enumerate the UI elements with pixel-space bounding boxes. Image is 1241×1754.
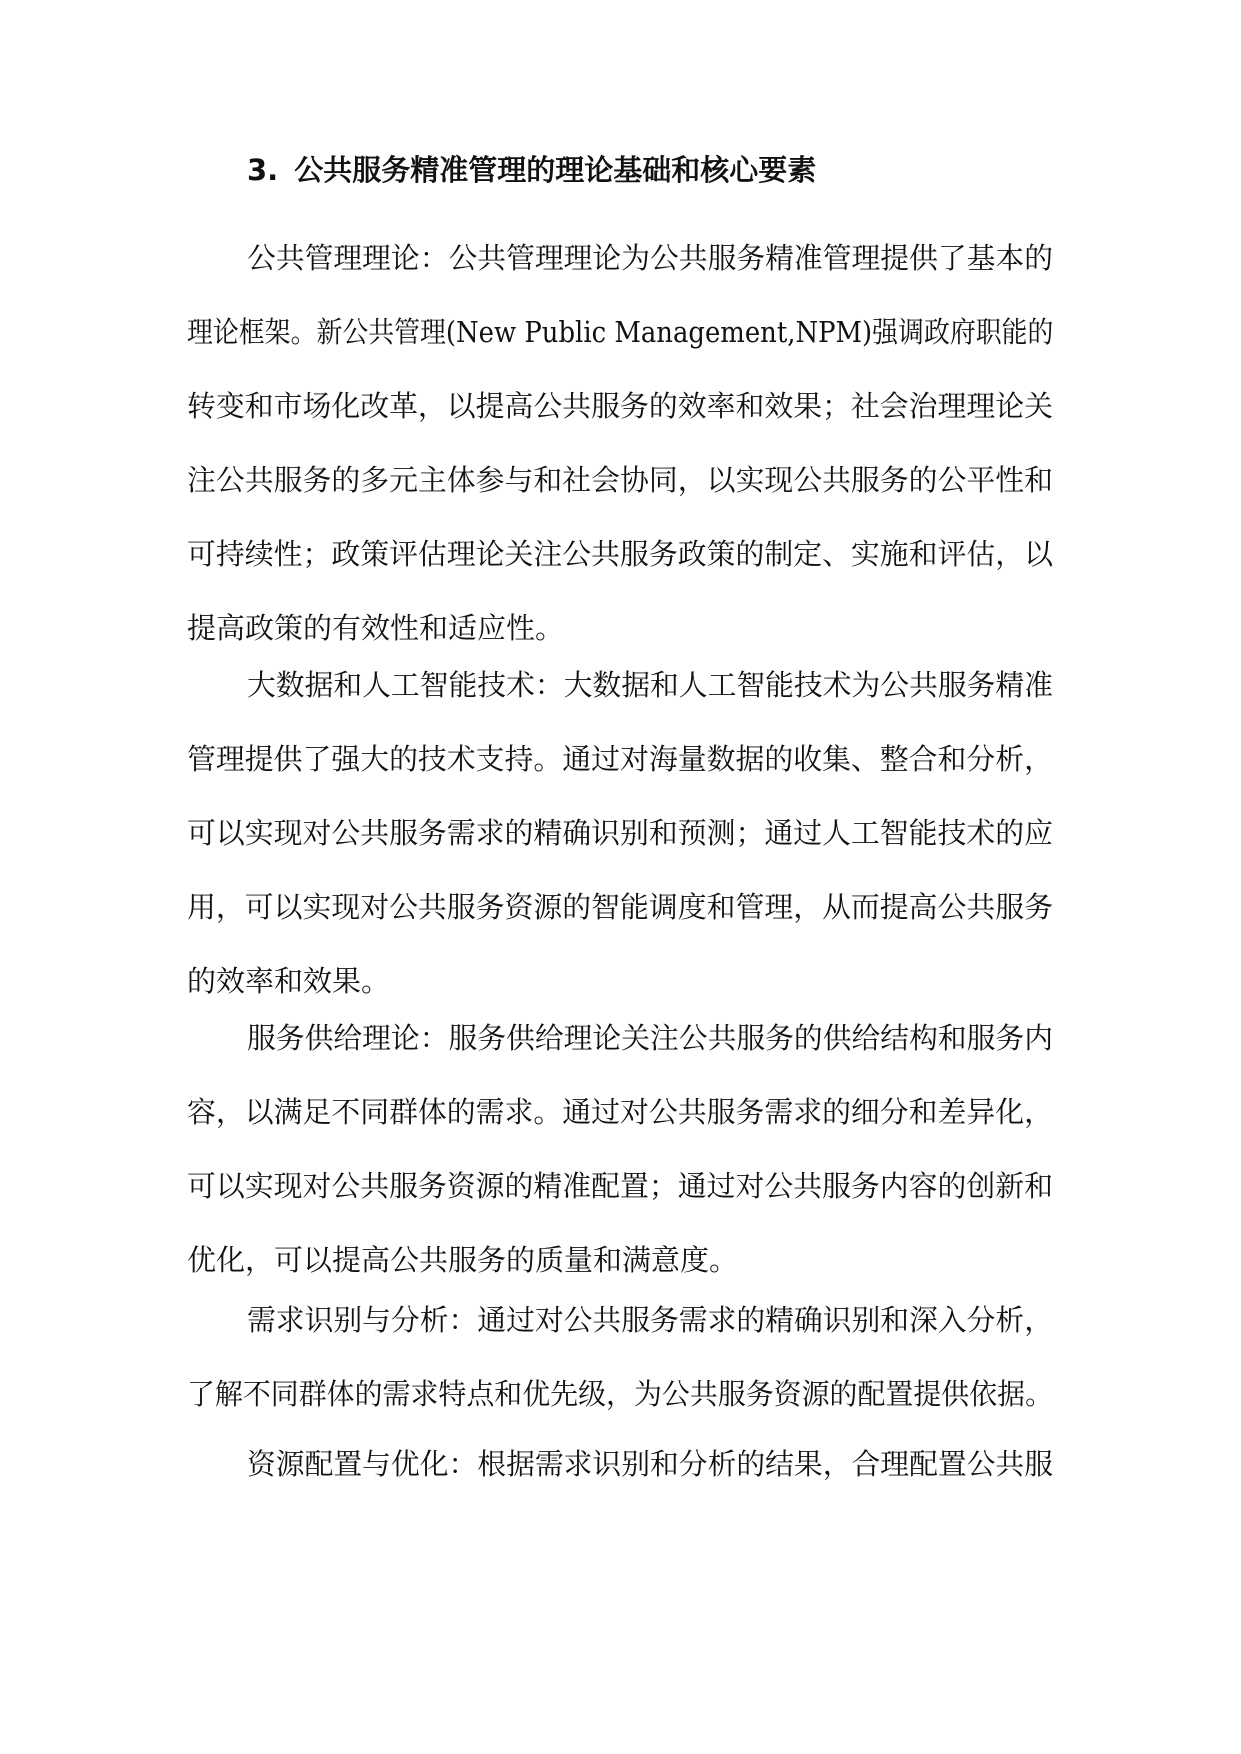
section-title: 公共服务精准管理的理论基础和核心要素 xyxy=(294,153,817,187)
paragraph-line: 注公共服务的多元主体参与和社会协同，以实现公共服务的公平性和 xyxy=(187,463,1054,497)
paragraph-line: 用，可以实现对公共服务资源的智能调度和管理，从而提高公共服务 xyxy=(187,890,1054,924)
paragraph-line: 的效率和效果。 xyxy=(187,964,391,998)
paragraph-line: 资源配置与优化：根据需求识别和分析的结果，合理配置公共服 xyxy=(247,1447,1054,1481)
section-heading xyxy=(247,150,816,190)
paragraph-line: 服务供给理论：服务供给理论关注公共服务的供给结构和服务内 xyxy=(247,1021,1054,1055)
paragraph-line: 优化，可以提高公共服务的质量和满意度。 xyxy=(187,1243,739,1277)
section-number: 3. xyxy=(247,153,279,187)
paragraph-line: 大数据和人工智能技术：大数据和人工智能技术为公共服务精准 xyxy=(247,668,1054,702)
paragraph-line: 提高政策的有效性和适应性。 xyxy=(187,611,565,645)
paragraph-line: 理论框架。新公共管理(New Public Management,NPM)强调政府职能的 xyxy=(187,315,1054,349)
paragraph-line: 可持续性；政策评估理论关注公共服务政策的制定、实施和评估，以 xyxy=(187,537,1054,571)
paragraph-line: 容，以满足不同群体的需求。通过对公共服务需求的细分和差异化， xyxy=(187,1095,1054,1129)
paragraph-line: 公共管理理论：公共管理理论为公共服务精准管理提供了基本的 xyxy=(247,241,1054,275)
paragraph-line: 转变和市场化改革，以提高公共服务的效率和效果；社会治理理论关 xyxy=(187,389,1054,423)
paragraph-line: 可以实现对公共服务需求的精确识别和预测；通过人工智能技术的应 xyxy=(187,816,1054,850)
paragraph-line: 管理提供了强大的技术支持。通过对海量数据的收集、整合和分析， xyxy=(187,742,1054,776)
paragraph-line: 可以实现对公共服务资源的精准配置；通过对公共服务内容的创新和 xyxy=(187,1169,1054,1203)
paragraph-line: 需求识别与分析：通过对公共服务需求的精确识别和深入分析， xyxy=(247,1303,1054,1337)
paragraph-line: 了解不同群体的需求特点和优先级，为公共服务资源的配置提供依据。 xyxy=(187,1377,1054,1411)
